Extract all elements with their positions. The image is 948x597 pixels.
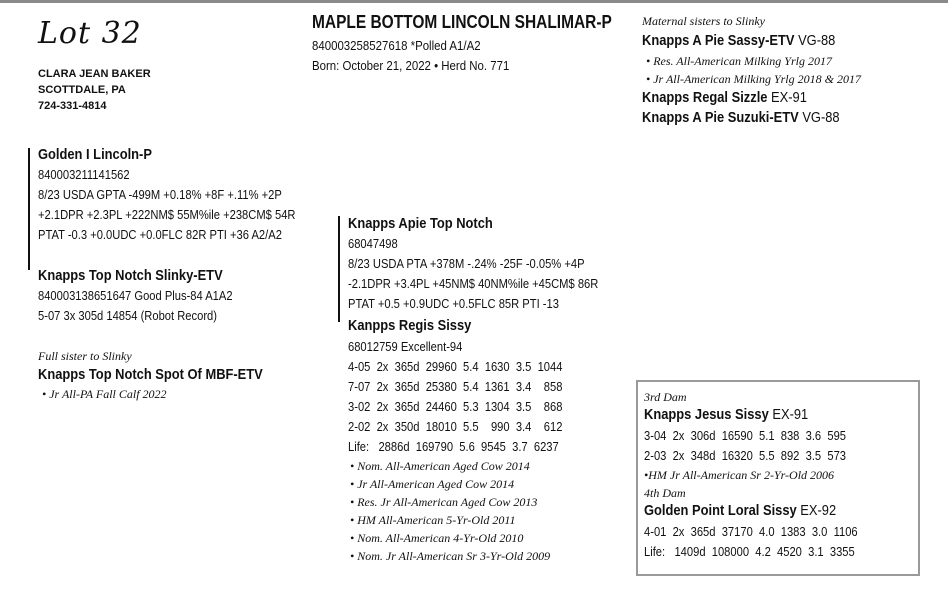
consignor-location: SCOTTDALE, PA bbox=[38, 84, 126, 96]
sire-proof-line: PTAT -0.3 +0.0UDC +0.0FLC 82R PTI +36 A2/A2 bbox=[38, 227, 282, 242]
full-sister-name: Knapps Top Notch Spot Of MBF-ETV bbox=[38, 366, 263, 383]
animal-born: Born: October 21, 2022 • Herd No. 771 bbox=[312, 58, 510, 73]
consignor-block bbox=[38, 66, 151, 114]
fourth-dam-heading: 4th Dam bbox=[644, 486, 686, 500]
third-dam-name: Knapps Jesus Sissy EX-91 bbox=[644, 406, 809, 423]
sire-id: 840003211141562 bbox=[38, 167, 130, 182]
sire-proof-line: 8/23 USDA GPTA -499M +0.18% +8F +.11% +2P bbox=[38, 187, 282, 202]
second-dam-record: 4-05 2x 365d 29960 5.4 1630 3.5 1044 bbox=[348, 359, 563, 374]
fourth-dam-name: Golden Point Loral Sissy EX-92 bbox=[644, 502, 837, 519]
pedigree-bracket-sire bbox=[28, 148, 30, 270]
lot-number: Lot 32 bbox=[38, 16, 142, 51]
animal-id: 840003258527618 *Polled A1/A2 bbox=[312, 38, 481, 53]
dam-id: 840003138651647 Good Plus-84 A1A2 bbox=[38, 288, 233, 303]
pedigree-bracket-mgs bbox=[338, 216, 340, 322]
dam-name: Knapps Top Notch Slinky-ETV bbox=[38, 267, 223, 284]
maternal-sister-3: Knapps A Pie Suzuki-ETV VG-88 bbox=[642, 109, 840, 126]
sire-name: Golden I Lincoln-P bbox=[38, 146, 152, 163]
top-rule bbox=[0, 0, 948, 3]
second-dam-award: • HM All-American 5-Yr-Old 2011 bbox=[350, 513, 516, 527]
second-dam-award: • Res. Jr All-American Aged Cow 2013 bbox=[350, 495, 538, 509]
mgs-id: 68047498 bbox=[348, 236, 398, 251]
third-dam-award: •HM Jr All-American Sr 2-Yr-Old 2006 bbox=[644, 468, 835, 482]
second-dam-record: 2-02 2x 350d 18010 5.5 990 3.4 612 bbox=[348, 419, 563, 434]
animal-name: MAPLE BOTTOM LINCOLN SHALIMAR-P bbox=[312, 12, 612, 32]
consignor-phone: 724-331-4814 bbox=[38, 100, 107, 112]
second-dam-record: 3-02 2x 365d 24460 5.3 1304 3.5 868 bbox=[348, 399, 563, 414]
maternal-sister-2: Knapps Regal Sizzle EX-91 bbox=[642, 89, 807, 106]
third-dam-record: 2-03 2x 348d 16320 5.5 892 3.5 573 bbox=[644, 448, 847, 463]
dam-record: 5-07 3x 305d 14854 (Robot Record) bbox=[38, 308, 218, 323]
second-dam-award: • Jr All-American Aged Cow 2014 bbox=[350, 477, 515, 491]
second-dam-award: • Nom. All-American 4-Yr-Old 2010 bbox=[350, 531, 524, 545]
second-dam-id: 68012759 Excellent-94 bbox=[348, 339, 463, 354]
full-sister-award: • Jr All-PA Fall Calf 2022 bbox=[42, 387, 167, 401]
second-dam-record: 7-07 2x 365d 25380 5.4 1361 3.4 858 bbox=[348, 379, 563, 394]
mgs-proof-line: 8/23 USDA PTA +378M -.24% -25F -0.05% +4P bbox=[348, 256, 585, 271]
maternal-sister-1-award: • Jr All-American Milking Yrlg 2018 & 2017 bbox=[646, 72, 861, 86]
maternal-sister-1: Knapps A Pie Sassy-ETV VG-88 bbox=[642, 32, 836, 49]
second-dam-name: Kanpps Regis Sissy bbox=[348, 317, 472, 334]
fourth-dam-record: 4-01 2x 365d 37170 4.0 1383 3.0 1106 bbox=[644, 524, 858, 539]
third-dam-record: 3-04 2x 306d 16590 5.1 838 3.6 595 bbox=[644, 428, 847, 443]
second-dam-lifetime: Life: 2886d 169790 5.6 9545 3.7 6237 bbox=[348, 439, 559, 454]
third-dam-heading: 3rd Dam bbox=[644, 390, 687, 404]
second-dam-award: • Nom. All-American Aged Cow 2014 bbox=[350, 459, 530, 473]
mgs-proof-line: -2.1DPR +3.4PL +45NM$ 40NM%ile +45CM$ 86R bbox=[348, 276, 599, 291]
mgs-name: Knapps Apie Top Notch bbox=[348, 215, 493, 232]
full-sister-heading: Full sister to Slinky bbox=[38, 349, 132, 363]
mgs-proof-line: PTAT +0.5 +0.9UDC +0.5FLC 85R PTI -13 bbox=[348, 296, 559, 311]
consignor-name: CLARA JEAN BAKER bbox=[38, 68, 151, 80]
second-dam-award: • Nom. Jr All-American Sr 3-Yr-Old 2009 bbox=[350, 549, 551, 563]
sire-proof-line: +2.1DPR +2.3PL +222NM$ 55M%ile +238CM$ 54R bbox=[38, 207, 296, 222]
maternal-sisters-heading: Maternal sisters to Slinky bbox=[642, 14, 765, 28]
maternal-sister-1-award: • Res. All-American Milking Yrlg 2017 bbox=[646, 54, 832, 68]
fourth-dam-lifetime: Life: 1409d 108000 4.2 4520 3.1 3355 bbox=[644, 544, 855, 559]
